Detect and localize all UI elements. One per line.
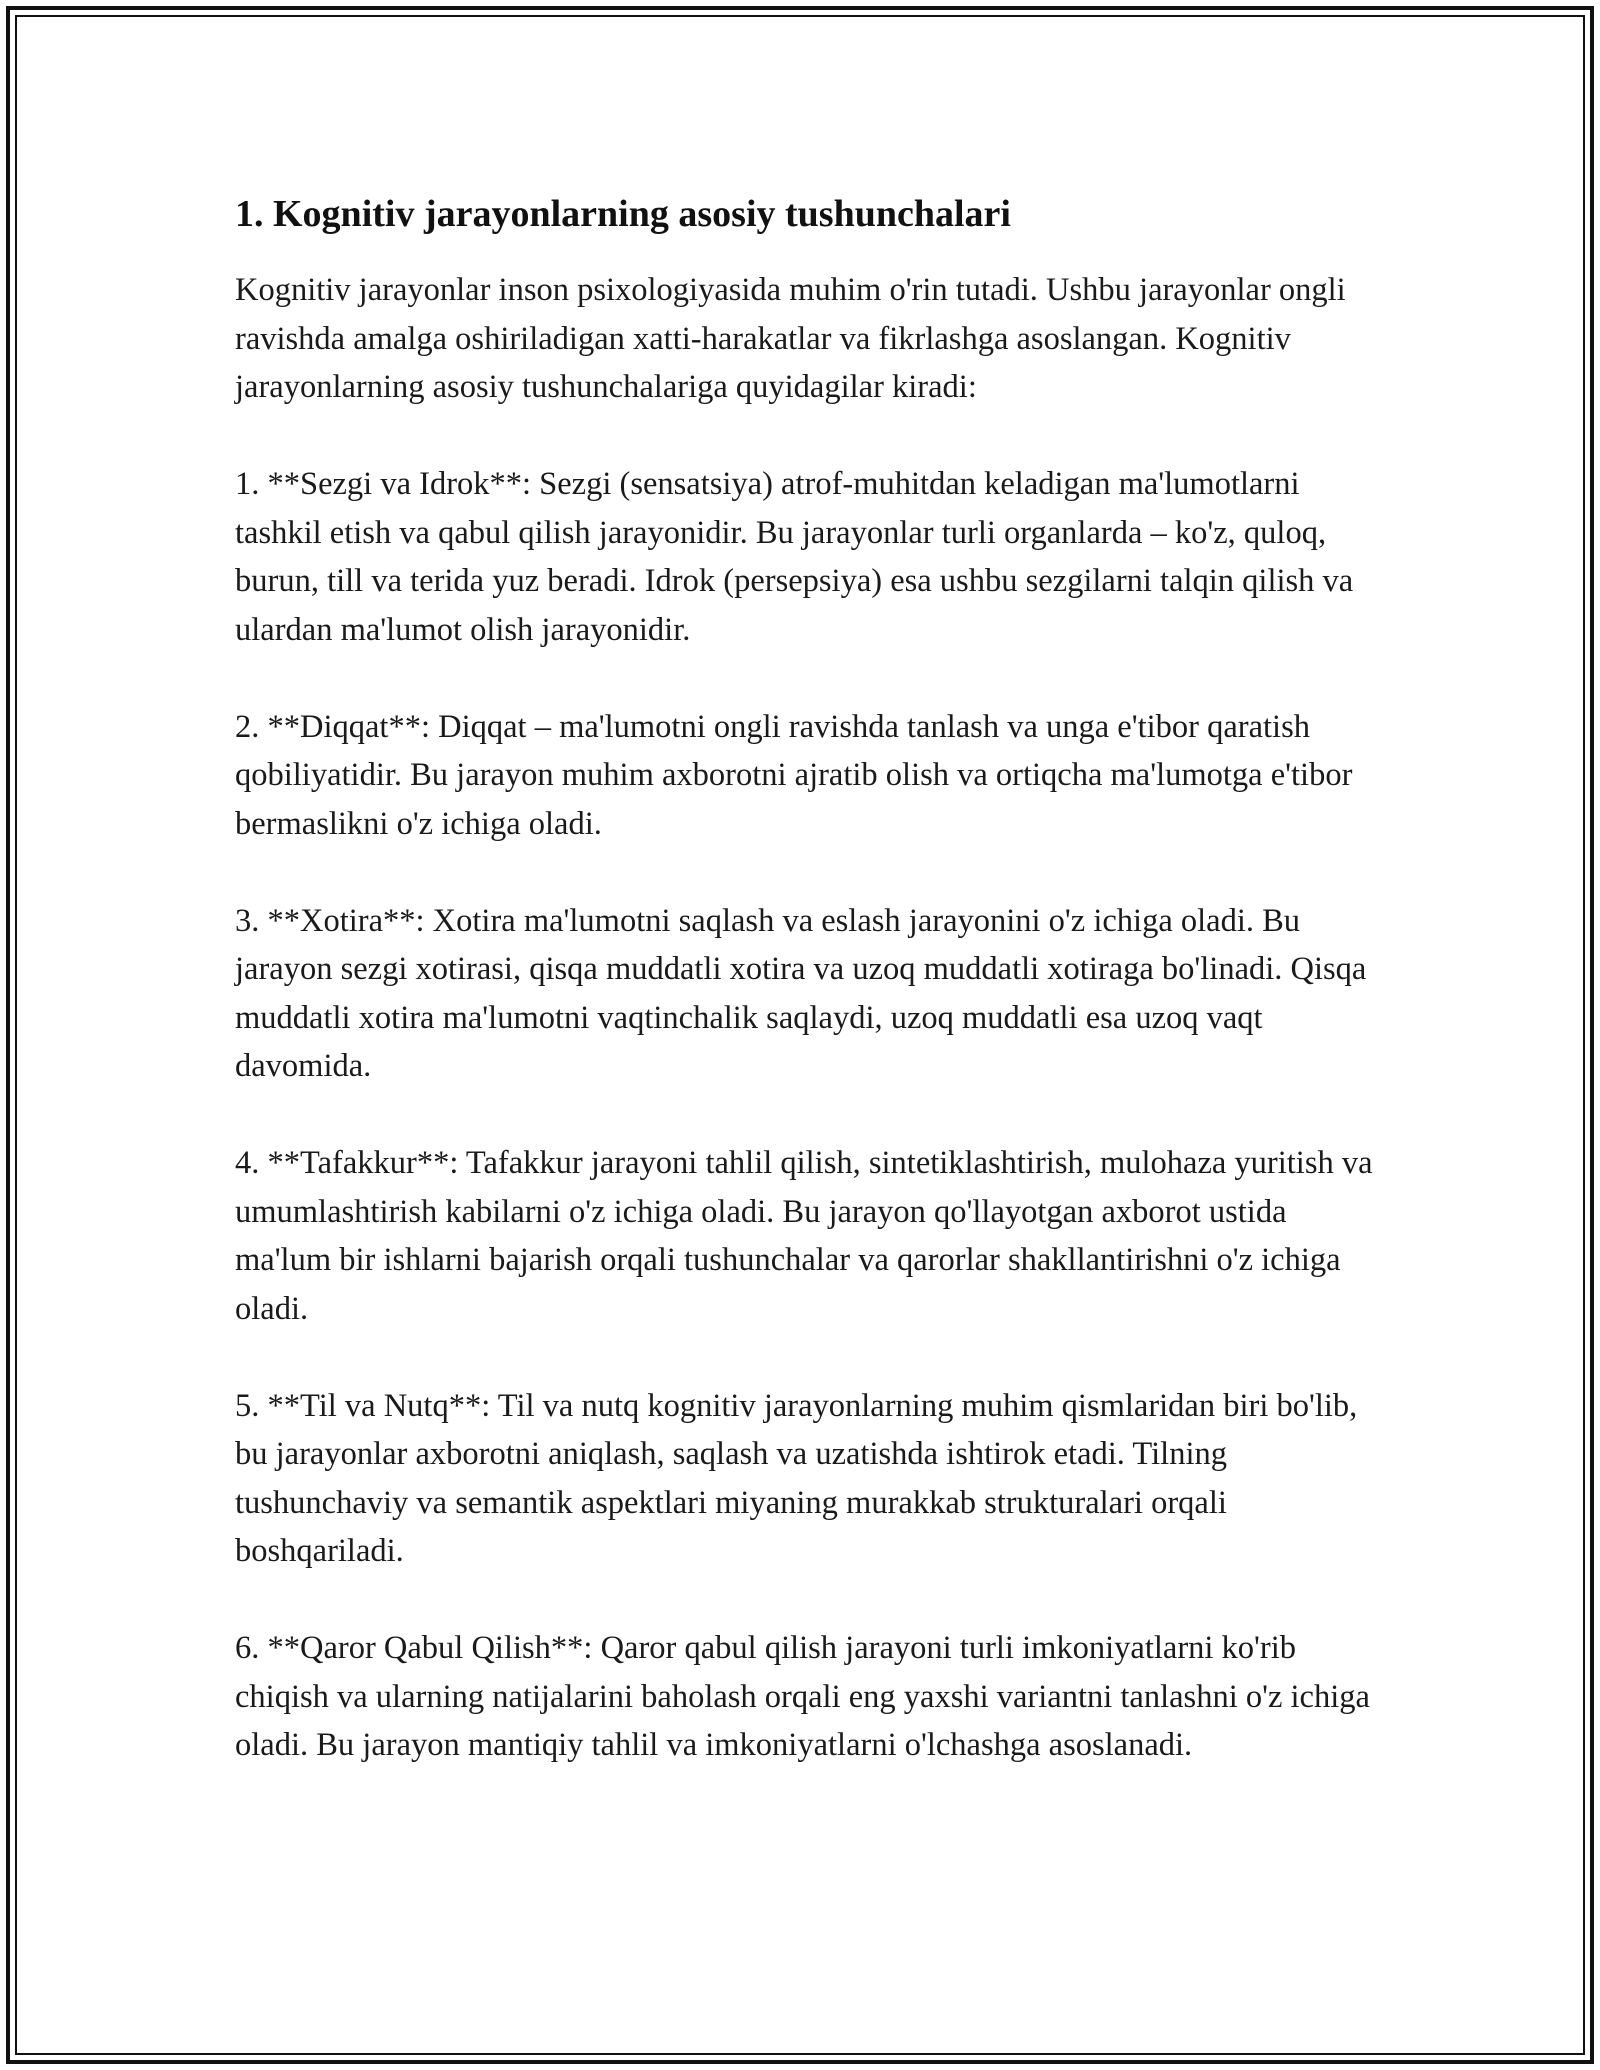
list-item-til-nutq: 5. **Til va Nutq**: Til va nutq kognitiv jarayonlarning muhim qismlaridan biri bo'lib, bu jarayonlar axborotni aniqlash, saqlash va uzatishda ishtirok etadi. Tilning tushunchaviy va semantik aspektlari miyaning murakkab strukturalari orqali boshqariladi. xyxy=(235,1387,1358,1569)
list-item-diqqat: 2. **Diqqat**: Diqqat – ma'lumotni ongli ravishda tanlash va unga e'tibor qaratish qobiliyatidir. Bu jarayon muhim axborotni ajratib olish va ortiqcha ma'lumotga e'tibor bermaslikni o'z ichiga oladi. xyxy=(235,708,1353,842)
intro-paragraph: Kognitiv jarayonlar inson psixologiyasida muhim o'rin tutadi. Ushbu jarayonlar ongli ravishda amalga oshiriladigan xatti-harakatlar va fikrlashga asoslangan. Kognitiv jarayonlarning asosiy tushunchalariga quyidagilar kiradi: xyxy=(235,272,1346,405)
section-heading: 1. Kognitiv jarayonlarning asosiy tushunchalari xyxy=(235,193,1011,235)
list-item-qaror-qabul-qilish: 6. **Qaror Qabul Qilish**: Qaror qabul qilish jarayoni turli imkoniyatlarni ko'rib chiqish va ularning natijalarini baholash orqali eng yaxshi variantni tanlashni o'z ichiga oladi. Bu jarayon mantiqiy tahlil va imkoniyatlarni o'lchashga asoslanadi. xyxy=(235,1630,1370,1763)
list-item-sezgi-idrok: 1. **Sezgi va Idrok**: Sezgi (sensatsiya) atrof-muhitdan keladigan ma'lumotlarni tashkil etish va qabul qilish jarayonidir. Bu jarayonlar turli organlarda – ko'z, quloq, burun, till va terida yuz beradi. Idrok (persepsiya) esa ushbu sezgilarni talqin qilish va ulardan ma'lumot olish jarayonidir. xyxy=(235,466,1354,648)
list-item-xotira: 3. **Xotira**: Xotira ma'lumotni saqlash va eslash jarayonini o'z ichiga oladi. Bu jarayon sezgi xotirasi, qisqa muddatli xotira va uzoq muddatli xotiraga bo'linadi. Qisqa muddatli xotira ma'lumotni vaqtinchalik saqlaydi, uzoq muddatli esa uzoq vaqt davomida. xyxy=(235,902,1367,1084)
list-item-tafakkur: 4. **Tafakkur**: Tafakkur jarayoni tahlil qilish, sintetiklashtirish, mulohaza yuritish va umumlashtirish kabilarni o'z ichiga oladi. Bu jarayon qo'llayotgan axborot ustida ma'lum bir ishlarni bajarish orqali tushunchalar va qarorlar shakllantirishni o'z ichiga oladi. xyxy=(235,1145,1373,1327)
document-body xyxy=(235,190,1375,1818)
